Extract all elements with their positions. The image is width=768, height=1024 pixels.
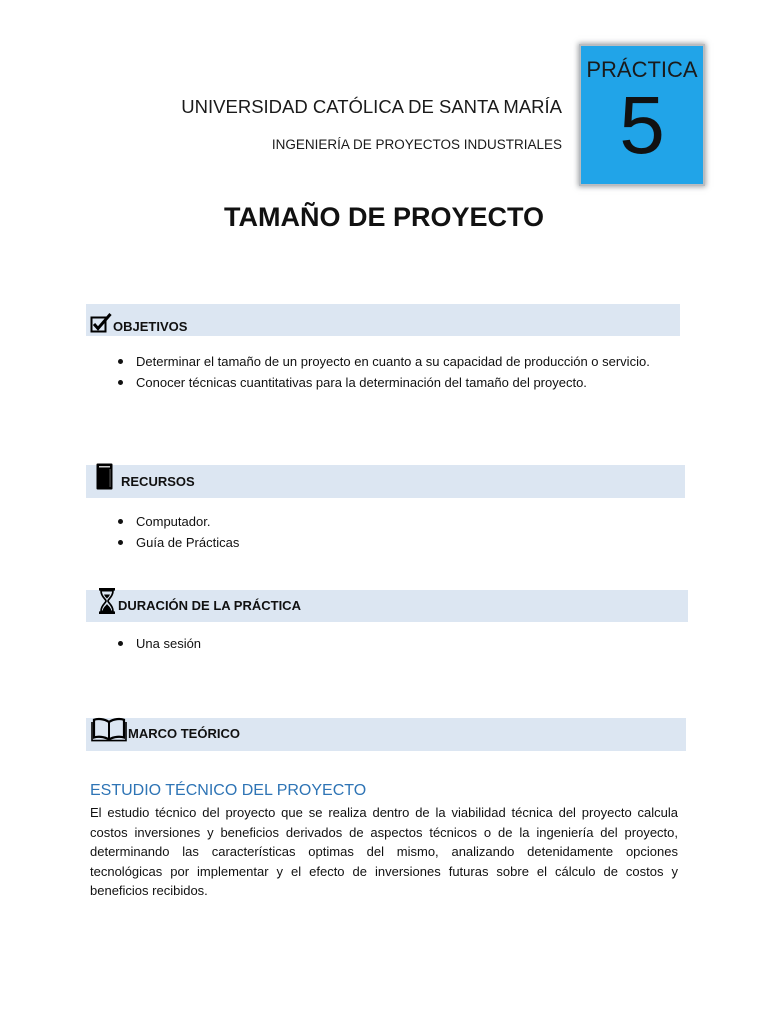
list-item-text: Determinar el tamaño de un proyecto en cuanto a su capacidad de producción o servicio. xyxy=(136,354,650,369)
objetivos-list xyxy=(118,351,650,393)
page-title: TAMAÑO DE PROYECTO xyxy=(223,202,545,232)
section-heading-marco-teorico: MARCO TEÓRICO xyxy=(128,726,240,741)
section-bar-objetivos xyxy=(86,304,680,336)
list-item-text: Guía de Prácticas xyxy=(136,535,240,550)
bullet xyxy=(118,519,123,524)
section-heading-objetivos: OBJETIVOS xyxy=(113,319,188,334)
paragraph-line: costos inversiones y beneficios derivados de aspectos técnicos o de la ingeniería del proyecto, xyxy=(90,824,678,840)
section-heading-recursos: RECURSOS xyxy=(121,474,195,489)
list-item-text: Computador. xyxy=(136,514,211,529)
section-heading-duracion: DURACIÓN DE LA PRÁCTICA xyxy=(118,598,301,613)
paragraph-line: El estudio técnico del proyecto que se realiza dentro de la viabilidad técnica del proyecto calcula xyxy=(90,805,678,820)
paragraph-line: determinando las características optimas del mismo, analizando detenidamente opciones xyxy=(90,844,678,859)
list-item xyxy=(118,511,239,532)
list-item-text: Conocer técnicas cuantitativas para la determinación del tamaño del proyecto. xyxy=(136,375,587,390)
paragraph-line: tecnológicas por implementar y el efecto de inversiones futuras sobre el cálculo de costos y xyxy=(90,863,678,879)
section-bar-recursos xyxy=(86,465,685,498)
recursos-list xyxy=(118,511,239,553)
subsection-heading: ESTUDIO TÉCNICO DEL PROYECTO xyxy=(90,782,367,799)
paragraph-line: beneficios recibidos. xyxy=(90,883,208,898)
open-book-icon xyxy=(91,717,127,742)
practice-badge xyxy=(581,46,703,184)
section-bar-duracion xyxy=(86,590,688,622)
list-item xyxy=(118,532,239,553)
duracion-list xyxy=(118,633,201,654)
practice-number: 5 xyxy=(619,80,665,171)
bullet xyxy=(118,540,123,545)
body-paragraph xyxy=(90,803,678,901)
bullet xyxy=(118,641,123,646)
checkbox-icon xyxy=(90,312,112,334)
list-item-text: Una sesión xyxy=(136,636,202,651)
bullet xyxy=(118,359,123,364)
bullet xyxy=(118,380,123,385)
list-item xyxy=(118,351,650,372)
section-bar-marco-teorico xyxy=(86,718,686,751)
list-item xyxy=(118,633,201,654)
book-icon xyxy=(96,463,113,490)
list-item xyxy=(118,372,650,393)
university-name: UNIVERSIDAD CATÓLICA DE SANTA MARÍA xyxy=(181,96,562,117)
program-name: INGENIERÍA DE PROYECTOS INDUSTRIALES xyxy=(271,137,562,152)
hourglass-icon xyxy=(98,587,116,615)
practice-badge-label: PRÁCTICA xyxy=(586,57,698,82)
